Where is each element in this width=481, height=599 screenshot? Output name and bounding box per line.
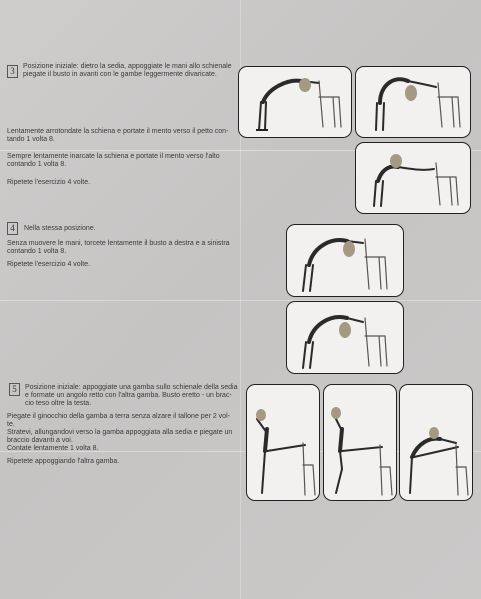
section-5-body-line-4: braccio davanti a voi. — [7, 437, 73, 444]
figure-rounded-back-chair-illustration — [356, 67, 470, 137]
section-3-body-line-1: Lentamente arrotondate la schiena e portate il mento verso il petto con- — [7, 128, 229, 135]
section-4-repeat: Ripetete l'esercizio 4 volte. — [7, 261, 91, 268]
section-5-body-line-3: Stratevi, allungandovi verso la gamba appoggiata alla sedia e piegate un — [7, 429, 233, 436]
section-5-body-line-1: Piegate il ginocchio della gamba a terra senza alzare il tallone per 2 vol- — [7, 413, 230, 420]
section-number-3: 3 — [7, 65, 18, 78]
exercise-3-photo-3 — [355, 142, 471, 214]
section-3-body-line-2: tando 1 volta 8. — [7, 136, 55, 143]
section-3-body-line-4: contando 1 volta 8. — [7, 161, 67, 168]
figure-arched-back-chair-illustration — [356, 143, 470, 213]
section-5-body-line-5: Contate lentamente 1 volta 8. — [7, 445, 99, 452]
figure-leg-on-chair-arm-up-illustration — [247, 385, 319, 500]
figure-twist-right-chair-illustration — [287, 225, 403, 296]
section-4-body-line-1: Senza muovere le mani, torcete lentamente il busto a destra e a sinistra — [7, 240, 230, 247]
section-number-4: 4 — [7, 222, 18, 235]
section-5-intro-line-3: cio teso oltre la testa. — [25, 400, 92, 407]
exercise-5-photo-3 — [399, 384, 473, 501]
section-4-intro: Nella stessa posizione. — [24, 225, 96, 232]
section-4-body-line-2: contando 1 volta 8. — [7, 248, 67, 255]
figure-bent-forward-chair-illustration — [239, 67, 351, 137]
section-5-body-line-2: te. — [7, 421, 15, 428]
exercise-4-photo-2 — [286, 301, 404, 374]
section-5-intro-line-1: Posizione iniziale: appoggiate una gamba sullo schienale della sedia — [25, 384, 238, 391]
figure-stretch-over-leg-illustration — [400, 385, 472, 500]
exercise-5-photo-1 — [246, 384, 320, 501]
section-5-intro-line-2: e formate un angolo retto con l'altra gamba. Busto eretto - un brac- — [25, 392, 232, 399]
figure-twist-left-chair-illustration — [287, 302, 403, 373]
exercise-4-photo-1 — [286, 224, 404, 297]
section-5-repeat: Ripetete appoggiando l'altra gamba. — [7, 458, 120, 465]
section-3-intro-line-2: piegate il busto in avanti con le gambe leggermente divaricate. — [23, 71, 217, 78]
exercise-3-photo-1 — [238, 66, 352, 138]
section-3-body-line-3: Sempre lentamente inarcate la schiena e portate il mento verso l'alto — [7, 153, 220, 160]
section-3-repeat: Ripetete l'esercizio 4 volte. — [7, 179, 91, 186]
exercise-3-photo-2 — [355, 66, 471, 138]
figure-bent-knee-leg-on-chair-illustration — [324, 385, 396, 500]
section-number-5: 5 — [9, 383, 20, 396]
exercise-5-photo-2 — [323, 384, 397, 501]
section-3-intro-line-1: Posizione iniziale: dietro la sedia, appoggiate le mani allo schienale — [23, 63, 232, 70]
